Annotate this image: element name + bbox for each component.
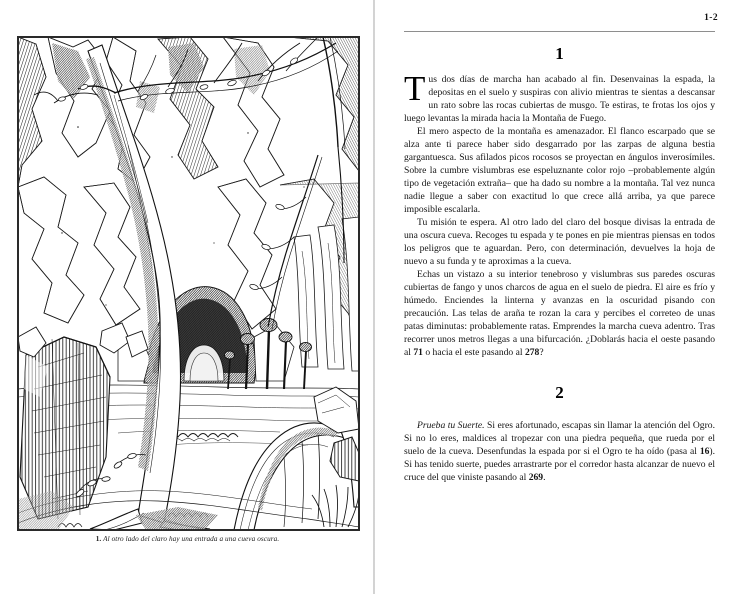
header-rule xyxy=(404,31,715,32)
text-column xyxy=(404,40,715,484)
illustration-caption xyxy=(17,534,358,545)
page-folio: 1-2 xyxy=(704,13,718,23)
dropcap-letter: T xyxy=(404,69,426,108)
section-heading-1: 1 xyxy=(555,44,564,63)
caption-text: Al otro lado del claro hay una entrada a una cueva oscura. xyxy=(103,535,280,543)
section-2-paragraph-1: Prueba tu Suerte. Si eres afortunado, escapas sin llamar la atención del Ogro. Si no lo eres, maldices al tropezar con una piedra pequeña, que rueda por el suelo de la cueva. Desenfundas la espada por si el Ogro te ha oído (pasa al 16). Si has tenido suerte, puedes arrastrarte por el corredor hasta alcanzar de nuevo el cruce del que viniste pasando al 269. xyxy=(404,420,715,483)
section-heading-2: 2 xyxy=(555,383,564,402)
paragraph-text: us dos días de marcha han acabado al fin. Desenvainas la espada, la depositas en el suelo y suspiras con alivio mientras te sientas a descansar un rato sobre las rocas cubiertas de musgo. Te estiras, te frotas los ojos y luego levantas la mirada hacia la Montaña de Fuego. xyxy=(404,74,715,124)
section-1-paragraph-4: Echas un vistazo a su interior tenebroso y vislumbras sus paredes oscuras cubiertas de fango y unos charcos de agua en el suelo de piedra. El aire es frío y húmedo. Enciendes la linterna y avanzas en la oscuridad pisando con precaución. Las telas de araña te rozan la cara y percibes el correteo de unas patas diminutas: probablemente ratas. Emprendes la marcha cueva adentro. Tras recorrer unos metros llegas a una bifurcación. ¿Doblarás hacia el oeste pasando al 71 o hacia el este pasando al 278? xyxy=(404,269,715,358)
illustration-frame xyxy=(17,36,360,531)
right-page xyxy=(375,0,745,594)
forest-clearing-cave-entrance-illustration xyxy=(18,37,359,530)
section-1-paragraph-2: El mero aspecto de la montaña es amenazador. El flanco escarpado que se alza ante ti parece haber sido desgarrado por las zarpas de alguna bestia gargantuesca. Sus afilados picos rocosos se proyectan en ángulos inverosímiles. Sobre la cumbre vislumbras ese espeluznante color rojo –probablemente algún tipo de vegetación extraña– que ha dado su nombre a la montaña. Tal vez nunca nadie llegue a saber con exactitud lo que crece allá arriba, ya que parece imposible escalarla. xyxy=(404,126,715,215)
section-1-paragraph-1 xyxy=(404,69,715,125)
section-1-paragraph-3: Tu misión te espera. Al otro lado del claro del bosque divisas la entrada de una oscura cueva. Recoges tu espada y te pones en pie mientras piensas en todos los peligros que te aguardan. Pero, con determinación, devuelves la hoja de nuevo a su funda y te aproximas a la cueva. xyxy=(404,217,715,267)
caption-number: 1. xyxy=(95,535,102,543)
